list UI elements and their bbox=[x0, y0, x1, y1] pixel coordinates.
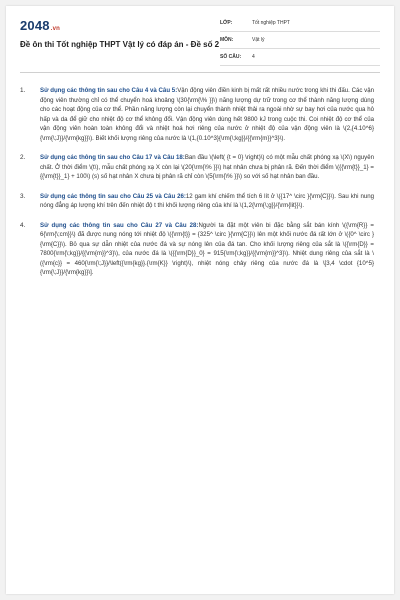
question-item bbox=[20, 192, 374, 211]
question-body bbox=[40, 221, 374, 278]
question-text: Người ta đặt một viên bi đặc bằng sắt bán kính \({\rm{R}} = 6{\rm{\;cm}}\) đã được nung nóng tới nhiệt độ \({\rm{t}} = {325^ \circ }{\rm{C}}\) lên một khối nước đá rất lớn ở \({0^ \circ }{\rm{C}}\). Bỏ qua sự dẫn nhiệt của nước đá và sự nóng lên của đá tan. Cho khối lượng riêng của sắt là \({\rm{D}} = 7800{\rm{\;kg}}/{{\rm{m}}^3}\), của nước đá là \({{\rm{D}}_0} = 915{\rm{\;kg}}/{{\rm{m}}^3}\). Nhiệt dung riêng của sắt là \({\rm{c}} = 460{\rm{\;J}}/\left({\rm{kg}}.{\rm{K}} \right)\), nhiệt nóng chảy riêng của nước đá là \[3,4 \cdot {10^5}{\rm{\;J}}/{\rm{kg}}\]. bbox=[40, 221, 374, 276]
question-lead: Sử dụng các thông tin sau cho Câu 27 và Câu 28: bbox=[40, 221, 199, 229]
meta-table bbox=[220, 15, 380, 66]
question-lead: Sử dụng các thông tin sau cho Câu 25 và Câu 26: bbox=[40, 192, 186, 200]
document-page bbox=[6, 6, 394, 594]
meta-row-subject bbox=[220, 32, 380, 49]
question-text: Ban đầu \(\left( {t = 0} \right)\) có một mẫu chất phóng xạ \(X\) nguyên chất. Ở thời điểm \(t\), mẫu chất phóng xạ X còn lại \(20{\rm{\% }}\) hạt nhân chưa bị phân rã. Đến thời điểm \({{\rm{t}}_1} = {{\rm{t}}_1} + 100\) (s) số hạt nhân X chưa bị phân rã chỉ còn \(5{\rm{\% }}\) so với số hạt nhân ban đầu. bbox=[40, 154, 374, 180]
question-body bbox=[40, 192, 374, 211]
meta-row-class bbox=[220, 15, 380, 32]
question-list bbox=[20, 86, 374, 288]
question-text: 12 gam khí chiếm thể tích 6 lít ở \({17^ \circ }{\rm{C}}\). Sau khi nung nóng đẳng áp lượng khí trên đến nhiệt độ t thì khối lượng riêng của khí là \(1,2{\rm{\;g}}/{\rm{lit}}\). bbox=[40, 192, 374, 209]
meta-value: Vật lý bbox=[252, 37, 265, 43]
meta-value: Tốt nghiệp THPT bbox=[252, 20, 290, 26]
logo-suffix: .vn bbox=[50, 26, 61, 32]
question-item bbox=[20, 221, 374, 278]
header-divider bbox=[20, 72, 380, 73]
document-header bbox=[6, 6, 394, 72]
question-item bbox=[20, 153, 374, 182]
meta-row-count bbox=[220, 49, 380, 66]
meta-value: 4 bbox=[252, 54, 255, 60]
question-item bbox=[20, 86, 374, 143]
question-body bbox=[40, 153, 374, 182]
meta-label: SỐ CÂU: bbox=[220, 54, 242, 60]
question-number: 3. bbox=[20, 192, 26, 200]
site-logo[interactable] bbox=[20, 18, 60, 33]
question-number: 2. bbox=[20, 154, 26, 161]
logo-text: 2048 bbox=[20, 18, 50, 33]
question-lead: Sử dụng các thông tin sau cho Câu 17 và Câu 18: bbox=[40, 154, 185, 161]
meta-label: MÔN: bbox=[220, 37, 234, 43]
question-lead: Sử dụng các thông tin sau cho Câu 4 và Câu 5: bbox=[40, 87, 178, 94]
question-text: Vận động viên điền kinh bị mất rất nhiều nước trong khi thi đấu. Các vận động viên thường chỉ có thể chuyển hoá khoảng \(30{\rm{\% }}\) năng lượng dự trữ trong cơ thể thành năng lượng dùng cho các hoạt động của cơ thể. Phần năng lượng còn lại chuyển thành nhiệt thải ra ngoài nhờ sự bay hơi của nước qua hô hấp và da để giữ cho nhiệt độ cơ thể không đổi. Vận động viên dùng hết 9800 kJ trong cuộc thi. Coi nhiệt độ cơ thể của vận động viên hoàn toàn không đổi và nhiệt hoá hơi riêng của nước ở nhiệt độ của vận động viên là \(2,{4.10^6}{\rm{\;J}}/{\rm{kg}}\). Biết khối lượng riêng của nước là \(1,{0.10^3}{\rm{\;kg}}/{{\rm{m}}^3}\). bbox=[40, 87, 374, 142]
document-title: Đề ôn thi Tốt nghiệp THPT Vật lý có đáp án - Đề số 2 bbox=[20, 40, 220, 49]
question-number: 4. bbox=[20, 221, 26, 229]
meta-label: LỚP: bbox=[220, 20, 233, 26]
question-body bbox=[40, 86, 374, 143]
question-number: 1. bbox=[20, 87, 26, 94]
